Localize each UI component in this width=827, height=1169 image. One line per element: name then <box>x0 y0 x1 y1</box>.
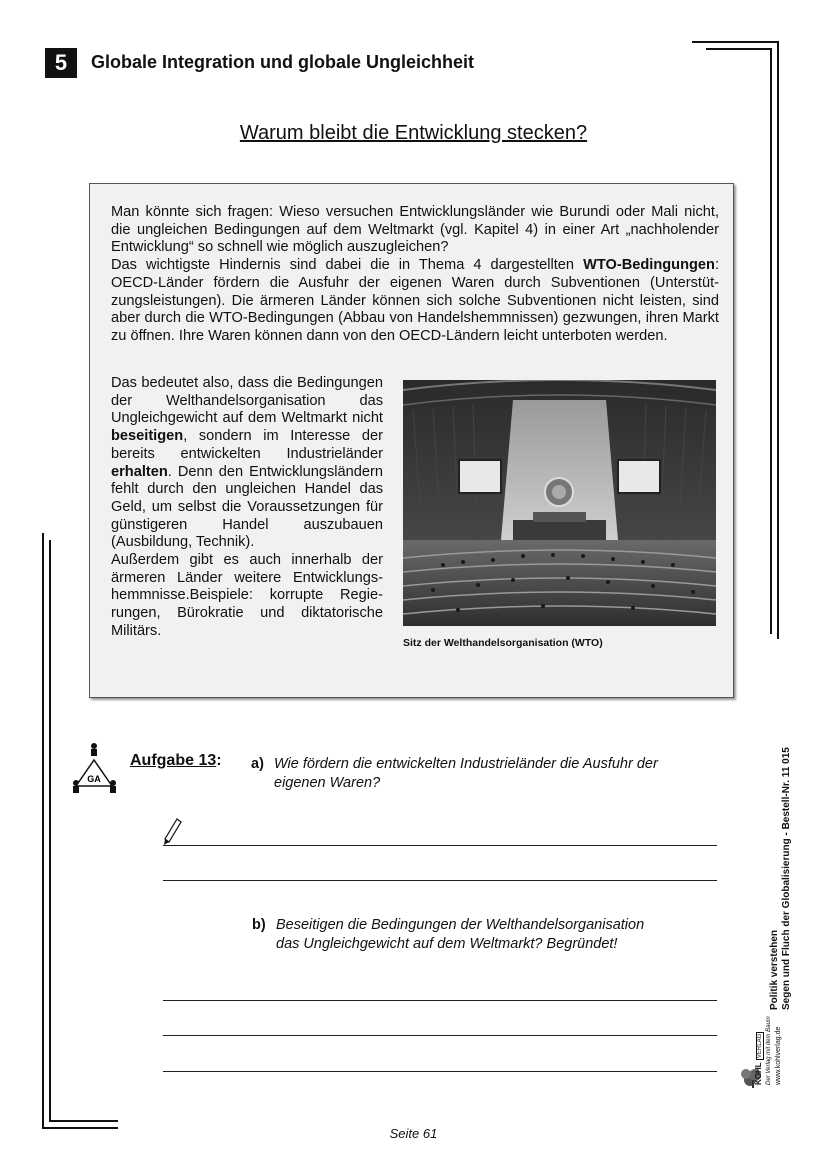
pencil-icon <box>162 818 182 846</box>
paragraph-consequence-a: Das bedeutet also, dass die Bedingungen der Welthandelsorganisation das Ungleichgewicht auf dem Weltmarkt nicht <box>111 375 383 427</box>
group-work-label: GA <box>87 774 101 784</box>
publisher-slogan: Der Verlag mit dem Baum <box>766 1016 772 1085</box>
question-a-line2: eigenen Waren? <box>274 775 381 791</box>
paragraph-wto <box>111 257 719 346</box>
answer-line-a2[interactable] <box>163 880 717 881</box>
paragraph-obstacles: Außerdem gibt es auch innerhalb der ärmeren Länder weitere Entwicklungshemmnisse.Beispiele: korrupte Regierungen, Bürokratie und diktatorische Militärs. <box>111 552 383 639</box>
page-title-text: Warum bleibt die Entwicklung stecken? <box>239 122 588 144</box>
task-label-text: Aufgabe 13 <box>130 752 217 769</box>
assembly-hall-illustration <box>403 380 716 626</box>
page-number: Seite 61 <box>389 1126 438 1141</box>
paragraph-consequence-c: . Denn den Entwicklungsländern fehlt durch den ungleichen Handel das Geld, um selbst die Voraussetzungen für günstigeren Handel auszubauen (Ausbildung, Technik). <box>111 463 383 551</box>
frame-line-top-right-inner <box>706 48 772 50</box>
question-b-line1: Beseitigen die Bedingungen der Welthandelsorganisation <box>276 917 645 933</box>
answer-line-b1[interactable] <box>163 1000 717 1001</box>
bold-beseitigen: beseitigen <box>111 428 184 445</box>
frame-line-left-inner <box>49 540 51 1120</box>
paragraph-intro: Man könnte sich fragen: Wieso versuchen Entwicklungsländer wie Burundi oder Mali nicht, die ungleichen Bedingungen auf dem Weltmarkt (vgl. Kapitel 4) in einer Art „nachholender Entwicklung“ so schnell wie möglich auszugleichen? <box>111 204 719 256</box>
paragraph-wto-end: : OECD-Länder fördern die Ausfuhr der eigenen Waren durch Subventionen (Unterstützungsleistungen). Die ärmeren Länder können sich solche Subventionen nicht leisten, sind aber durch die WTO-Bedingungen (Abbau von Handelshemmnissen) gezwungen, ihren Markt zu öffnen. Ihre Waren können dann von den OECD-Ländern leicht unterboten werden. <box>111 257 719 344</box>
question-a-text <box>274 755 658 793</box>
photo-caption: Sitz der Welthandelsorganisation (WTO) <box>403 637 603 649</box>
publisher-name: KOHL <box>754 1062 763 1085</box>
info-text-left <box>111 375 383 641</box>
task-label-colon: : <box>216 752 222 769</box>
frame-line-bottom-left-inner <box>49 1120 118 1122</box>
bold-erhalten: erhalten <box>111 463 168 480</box>
publisher-url: www.kohlverlag.de <box>775 1026 782 1085</box>
wto-assembly-photo <box>403 380 716 626</box>
series-subtitle: Segen und Fluch der Globalisierung - Bestell-Nr. 11 015 <box>781 747 792 1010</box>
question-b-text <box>276 916 644 954</box>
group-work-icon <box>70 742 122 800</box>
answer-line-a1[interactable] <box>163 845 717 846</box>
paragraph-wto-bold: WTO-Bedingungen <box>583 257 715 274</box>
paragraph-consequence-b: , sondern im Interesse der bereits entwickelten Industrieländer <box>111 428 383 462</box>
task-label <box>130 752 222 770</box>
frame-line-top-right <box>692 41 779 43</box>
info-text-top <box>111 204 719 346</box>
page-title <box>0 122 827 145</box>
answer-line-b3[interactable] <box>163 1071 717 1072</box>
question-b-line2: das Ungleichgewicht auf dem Weltmarkt? Begründet! <box>276 936 618 952</box>
answer-line-b2[interactable] <box>163 1035 717 1036</box>
chapter-number-badge: 5 <box>45 48 77 78</box>
frame-line-left-outer <box>42 533 44 1129</box>
publisher-tag: VERLAG <box>757 1033 763 1059</box>
question-a-line1: Wie fördern die entwickelten Industrieländer die Ausfuhr der <box>274 756 658 772</box>
info-box <box>89 183 734 698</box>
series-title: Politik verstehen <box>769 929 780 1010</box>
question-b-letter: b) <box>252 917 266 933</box>
chapter-title: Globale Integration und globale Ungleichheit <box>91 52 475 72</box>
question-a-letter: a) <box>251 756 264 772</box>
publisher-text <box>754 1016 783 1085</box>
paragraph-consequence <box>111 375 383 552</box>
paragraph-wto-start: Das wichtigste Hindernis sind dabei die in Thema 4 dargestellten <box>111 257 584 274</box>
